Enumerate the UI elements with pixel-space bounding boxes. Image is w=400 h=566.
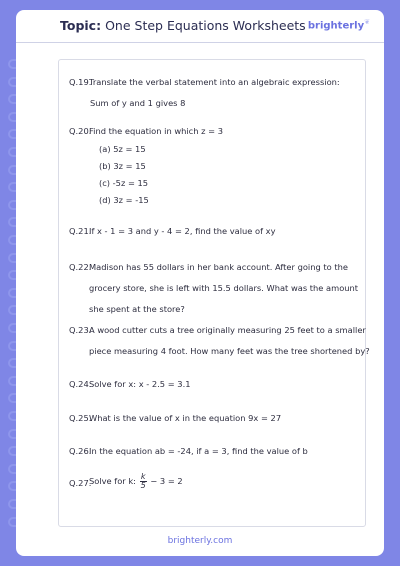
question-text: Translate the verbal statement into an algebraic expression: xyxy=(89,77,340,87)
footer-url: brighterly.com xyxy=(167,536,233,546)
question-text: she spent at the store? xyxy=(89,304,185,314)
question-text: A wood cutter cuts a tree originally measuring 25 feet to a smaller xyxy=(89,325,366,335)
question-number: Q.22. xyxy=(69,262,92,272)
questions-panel xyxy=(58,59,370,527)
question-text: What is the value of x in the equation 9x = 27 xyxy=(89,413,282,423)
question-text: Madison has 55 dollars in her bank account. After going to the xyxy=(89,262,348,272)
option-c: (c) -5z = 15 xyxy=(99,178,149,188)
brighterly-logo xyxy=(308,18,370,31)
option-a: (a) 5z = 15 xyxy=(99,144,146,154)
topic-text: One Step Equations Worksheets xyxy=(105,18,306,33)
option-d: (d) 3z = -15 xyxy=(99,195,149,205)
topic-title xyxy=(60,18,306,33)
fraction xyxy=(140,473,147,490)
question-text: grocery store, she is left with 15.5 dollars. What was the amount xyxy=(89,283,359,293)
question-text: piece measuring 4 foot. How many feet was the tree shortened by? xyxy=(89,346,370,356)
question-number: Q.27. xyxy=(69,478,92,488)
question-text: If x - 1 = 3 and y - 4 = 2, find the value of xy xyxy=(89,226,276,236)
question-text: Solve for x: x - 2.5 = 3.1 xyxy=(89,379,191,389)
leaf-icon: ❦ xyxy=(364,18,370,26)
fraction-numerator: k xyxy=(140,472,146,481)
question-number: Q.19. xyxy=(69,77,92,87)
topic-label: Topic: xyxy=(60,18,102,33)
question-number: Q.25. xyxy=(69,413,92,423)
question-number: Q.26. xyxy=(69,446,92,456)
option-b: (b) 3z = 15 xyxy=(99,161,146,171)
question-text: Sum of y and 1 gives 8 xyxy=(90,98,186,108)
question-number: Q.23. xyxy=(69,325,92,335)
question-text: In the equation ab = -24, if a = 3, find the value of b xyxy=(89,446,308,456)
worksheet-page xyxy=(16,10,384,556)
question-text: − 3 = 2 xyxy=(150,476,183,486)
question-text: Solve for k: xyxy=(89,476,136,486)
worksheet-header xyxy=(16,10,384,43)
logo-text: brighterly xyxy=(307,20,365,32)
question-text: Find the equation in which z = 3 xyxy=(89,126,224,136)
question-number: Q.21. xyxy=(69,226,92,236)
question-number: Q.20. xyxy=(69,126,92,136)
fraction-denominator: 5 xyxy=(140,481,146,490)
question-number: Q.24. xyxy=(69,379,92,389)
